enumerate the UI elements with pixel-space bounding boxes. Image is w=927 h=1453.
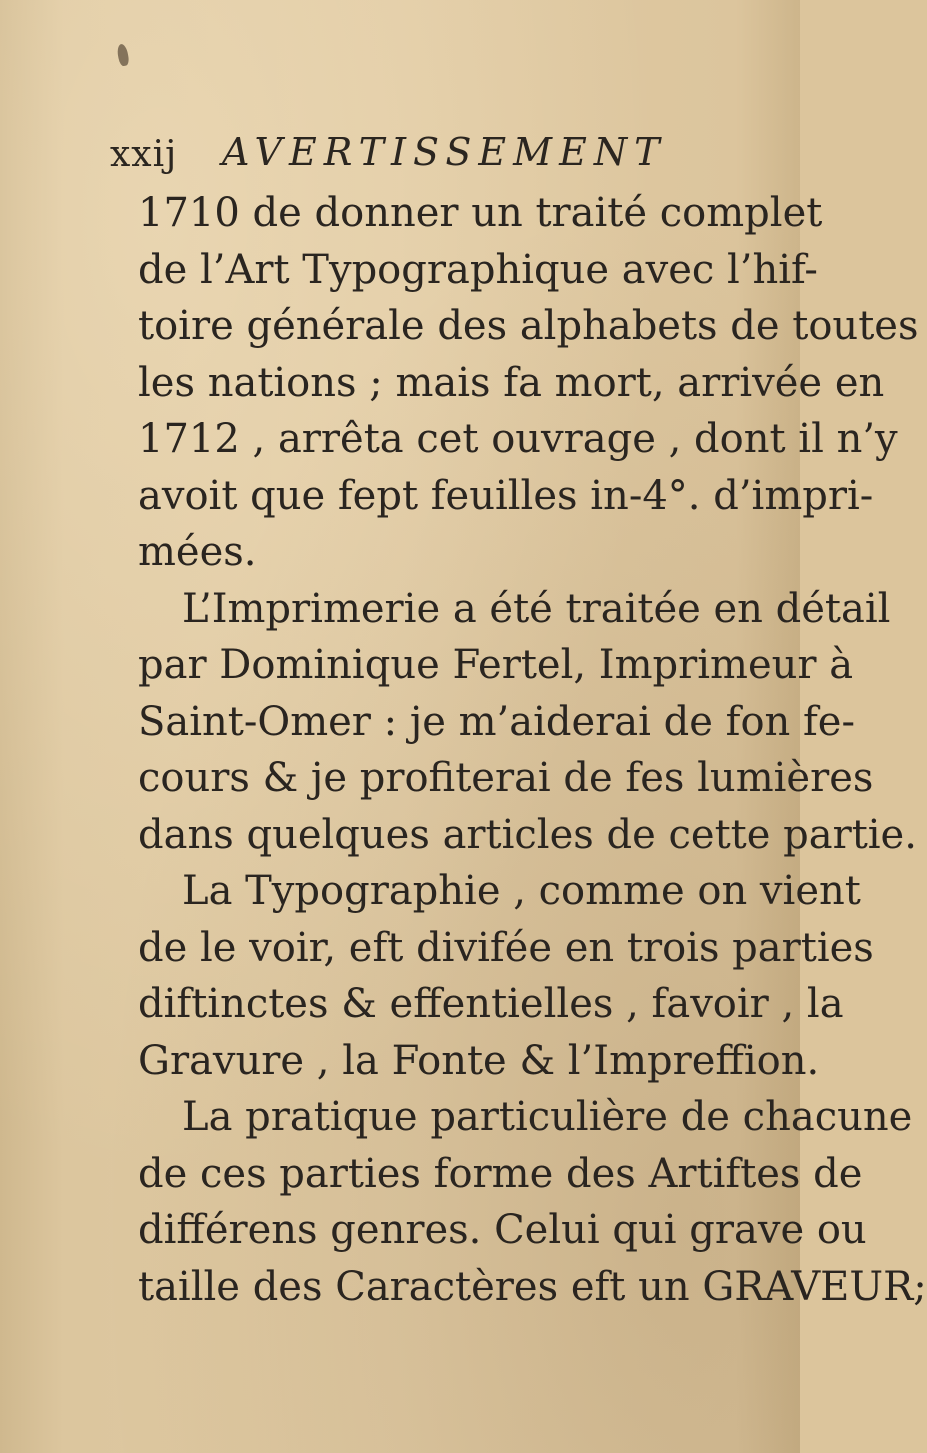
body-text (138, 185, 927, 1315)
text-line: Gravure , la Fonte & l’Impreffion. (138, 1037, 820, 1084)
text-line: de le voir, eft divifée en trois parties (138, 924, 874, 971)
text-line: cours & je profiterai de fes lumières (138, 755, 874, 801)
text-line: dans quelques articles de cette partie. (138, 811, 917, 858)
paragraph-start: La pratique particulière de chacune (182, 1094, 913, 1140)
running-head: AVERTISSEMENT (222, 130, 667, 174)
text-line: les nations ; mais fa mort, arrivée en (138, 359, 885, 406)
text-line: diftinctes & effentielles , favoir , la (138, 981, 844, 1027)
text-line: mées. (138, 529, 257, 575)
text-line: différens genres. Celui qui grave ou (138, 1207, 867, 1253)
ink-mark (116, 43, 130, 66)
text-line: taille des Caractères eft un GRAVEUR; (138, 1263, 927, 1310)
text-line: Saint-Omer : je m’aiderai de fon fe- (138, 698, 855, 745)
text-line: par Dominique Fertel, Imprimeur à (138, 642, 854, 688)
text-line: toire générale des alphabets de toutes (138, 303, 919, 349)
text-line: avoit que fept feuilles in-4°. d’impri- (138, 472, 874, 519)
page-header (110, 130, 710, 190)
page-number: xxij (110, 134, 178, 175)
text-line: de ces parties forme des Artiftes de (138, 1150, 863, 1197)
paragraph-start: L’Imprimerie a été traitée en détail (182, 585, 891, 632)
text-line: 1710 de donner un traité complet (138, 190, 823, 236)
paragraph-start: La Typographie , comme on vient (182, 868, 861, 914)
text-line: 1712 , arrêta cet ouvrage , dont il n’y (138, 416, 898, 462)
text-line: de l’Art Typographique avec l’hif- (138, 246, 818, 293)
